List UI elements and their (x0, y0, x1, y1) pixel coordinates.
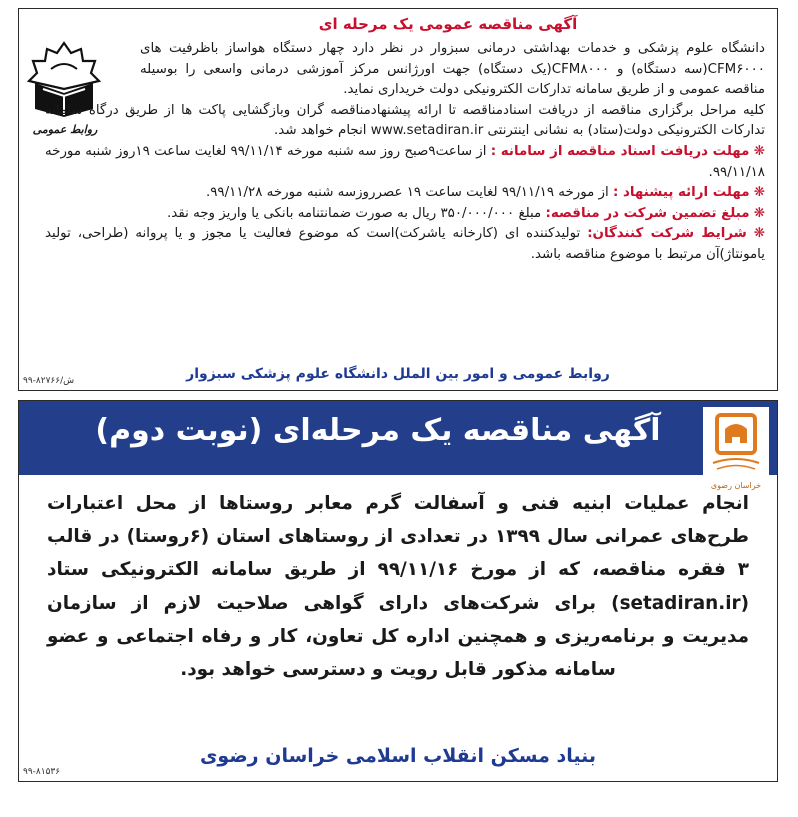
guarantee-text: مبلغ ۳۵۰/۰۰۰/۰۰۰ ریال به صورت ضمانتنامه بانکی یا واریز وجه نقد. (167, 205, 542, 221)
conditions-text: تولیدکننده ای (کارخانه یاشرکت)است که موضوع فعالیت یا مجوز و یا پروانه (طراحی، تولید یامونتاژ)آن مرتبط با موضوع مناقصه باشد. (45, 226, 765, 262)
tender-ad-university (18, 8, 778, 391)
offer-deadline (45, 183, 765, 204)
ad-title: آگهی مناقصه یک مرحله‌ای (نوبت دوم) (95, 413, 661, 448)
guarantee-label: مبلغ تضمین شرکت در مناقصه: (545, 205, 750, 221)
offer-deadline-label: مهلت ارائه پیشنهاد : (613, 185, 750, 201)
guarantee (45, 204, 765, 225)
conditions-label: شرایط شرکت کنندگان: (587, 226, 747, 242)
tender-ad-housing-foundation (18, 400, 778, 782)
bullet-icon: ❋ (753, 205, 765, 221)
ad-code: ۹۹-۸۲۷۶۶/ش (23, 376, 75, 386)
bullet-icon: ❋ (753, 143, 765, 159)
logo-caption: خراسان رضوی (710, 481, 762, 490)
ad-signature: بنیاد مسکن انقلاب اسلامی خراسان رضوی (200, 745, 596, 767)
bullet-icon: ❋ (753, 226, 765, 242)
ad-signature: روابط عمومی و امور بین الملل دانشگاه علوم پزشکی سبزوار (186, 366, 610, 382)
ad-body (45, 39, 765, 266)
conditions (45, 224, 765, 265)
foundation-logo-icon (703, 407, 769, 481)
process-paragraph: کلیه مراحل برگزاری مناقصه از دریافت اسنادمناقصه تا ارائه پیشنهادمناقصه گران وبازگشایی پاکت ها از طریق درگاه سامانه تدارکات الکترونیکی دولت(ستاد) به نشانی اینترنتی www.setadiran.ir انجام خواهد شد. (45, 102, 765, 139)
offer-deadline-text: از مورخه ۹۹/۱۱/۱۹ لغایت ساعت ۱۹ عصرروزسه شنبه مورخه ۹۹/۱۱/۲۸. (205, 185, 609, 201)
docs-deadline (45, 142, 765, 183)
docs-deadline-text: از ساعت۹صبح روز سه شنبه مورخه ۹۹/۱۱/۱۴ لغایت ساعت ۱۹روز شنبه مورخه ۹۹/۱۱/۱۸. (45, 143, 765, 180)
bullet-icon: ❋ (753, 185, 765, 201)
ad-body: انجام عملیات ابنیه فنی و آسفالت گرم معابر روستاها از محل اعتبارات طرح‌های عمرانی سال ۱۳۹۹ در تعدادی از روستاهای استان (۶روستا) در قالب ۳ فقره مناقصه، که از مورخ ۹۹/۱۱/۱۶ از طریق سامانه الکترونیکی ستاد (setadiran.ir) برای شرکت‌های دارای گواهی صلاحیت لازم از سازمان مدیریت و برنامه‌ریزی و همچنین اداره کل تعاون، کار و رفاه اجتماعی و عضو سامانه مذکور قابل رویت و دسترسی خواهد بود. (47, 493, 750, 681)
ad-title: آگهی مناقصه عمومی یک مرحله ای (318, 15, 578, 33)
logo-caption: روابط عمومی (32, 123, 98, 136)
ad-code: ۹۹-۸۱۵۳۶ (23, 767, 61, 777)
docs-deadline-label: مهلت دریافت اسناد مناقصه از سامانه : (490, 143, 750, 159)
intro-paragraph: دانشگاه علوم پزشکی و خدمات بهداشتی درمانی سبزوار در نظر دارد چهار دستگاه هواساز باظرفیت های CFM۶۰۰۰(سه دستگاه) و CFM۸۰۰۰(یک دستگاه) جهت اورژانس مرکز آموزشی درمانی واسعی را بوسیله مناقصه عمومی و از طریق سامانه تدارکات الکترونیکی دولت خریداری نماید. (140, 41, 765, 98)
